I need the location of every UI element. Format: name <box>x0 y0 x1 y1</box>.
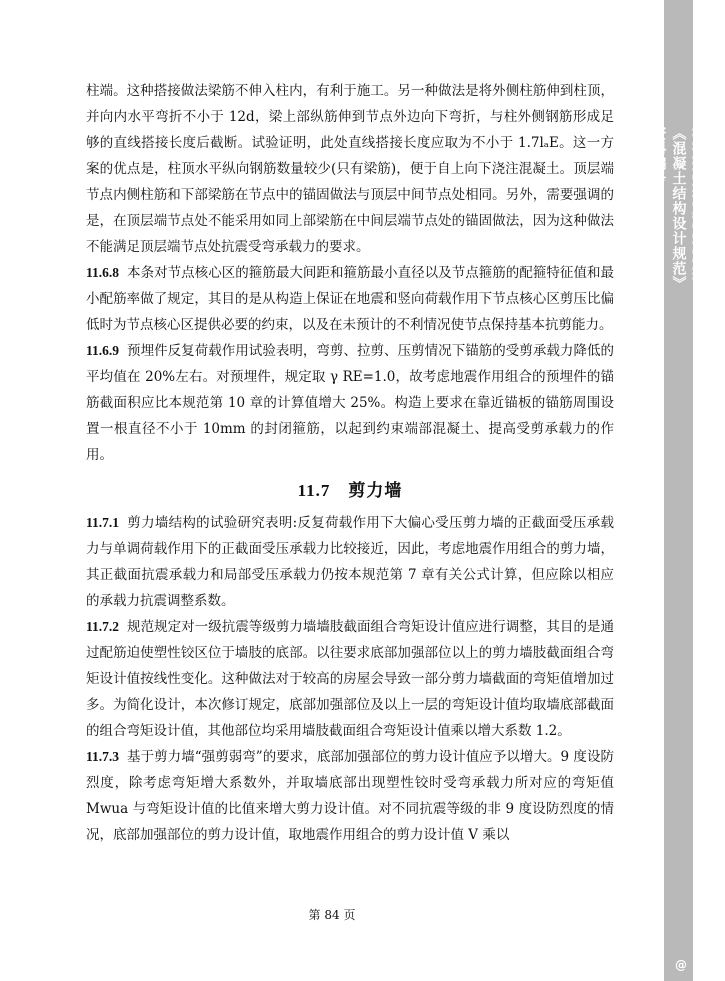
clause-11-6-8 <box>86 260 614 338</box>
section-number: 11.7 <box>297 481 331 500</box>
clause-text: 规范规定对一级抗震等级剪力墙墙肢截面组合弯矩设计值应进行调整，其目的是通过配筋迫使塑性铰区位于墙肢的底部。以往要求底部加强部位以上的剪力墙肢截面组合弯矩设计值按线性变化。这种做法对于较高的房屋会导致一部分剪力墙截面的弯矩值增加过多。为简化设计，本次修订规定，底部加强部位及以上一层的弯矩设计值均取墙底部截面的组合弯矩设计值，其他部位均采用墙肢截面组合弯矩设计值乘以增大系数 1.2。 <box>86 619 614 739</box>
clause-11-6-9 <box>86 338 614 468</box>
clause-number: 11.7.2 <box>86 619 120 634</box>
section-heading <box>86 478 614 504</box>
paragraph-intro: 柱端。这种搭接做法梁筋不伸入柱内，有利于施工。另一种做法是将外侧柱筋伸到柱顶，并向内水平弯折不小于 12d，梁上部纵筋伸到节点外边向下弯折，与柱外侧钢筋形成足够的直线搭接长度后截断。试验证明，此处直线搭接长度应取为不小于 1.7lₐE。这一方案的优点是，柱顶水平纵向钢筋数量较少(只有梁筋)，便于自上向下浇注混凝土。顶层端节点内侧柱筋和下部梁筋在节点中的锚固做法与顶层中间节点处相同。另外，需要强调的是，在顶层端节点处不能采用如同上部梁筋在中间层端节点处的锚固做法，因为这种做法不能满足顶层端节点处抗震受弯承载力的要求。 <box>86 83 614 255</box>
section-title: 剪力墙 <box>348 481 403 501</box>
side-banner-text <box>633 126 725 334</box>
clause-11-7-2 <box>86 614 614 744</box>
clause-number: 11.6.8 <box>86 265 120 280</box>
code-label: 资料编号： <box>650 126 667 201</box>
page-number: 第 84 页 <box>308 908 356 922</box>
site-url: www.sinoaec.com <box>688 126 705 283</box>
standard-code: GB 50010-2002 <box>632 126 649 260</box>
clause-number: 11.6.9 <box>86 343 120 358</box>
clause-text: 本条对节点核心区的箍筋最大间距和箍筋最小直径以及节点箍筋的配箍特征值和最小配筋率做了规定，其目的是从构造上保证在地震和竖向荷载作用下节点核心区剪压比偏低时为节点核心区提供必要的约束，以及在未预计的不利情况使节点保持基本抗剪能力。 <box>86 265 614 333</box>
clause-number: 11.7.3 <box>86 749 120 764</box>
clause-11-7-1 <box>86 510 614 614</box>
clause-11-7-3 <box>86 744 614 848</box>
clause-text: 预埋件反复荷载作用试验表明，弯剪、拉剪、压剪情况下锚筋的受剪承载力降低的平均值在 20%左右。对预埋件，规定取 γ RE=1.0，故考虑地震作用组合的预埋件的锚筋截面积应比本规范第 10 章的计算值增大 25%。构造上要求在靠近锚板的锚筋周围设置一根直径不小于 10mm 的封闭箍筋，以起到约束端部混凝土、提高受剪承载力的作用。 <box>86 343 614 463</box>
clause-number: 11.7.1 <box>86 515 120 530</box>
body-text <box>86 78 614 848</box>
copyright-icon: @ <box>675 958 687 972</box>
clause-text: 基于剪力墙“强剪弱弯”的要求，底部加强部位的剪力设计值应予以增大。9 度设防烈度，除考虑弯矩增大系数外，并取墙底部出现塑性铰时受弯承载力所对应的弯矩值 Mwua 与弯矩设计值的比值来增大剪力设计值。对不同抗震等级的非 9 度设防烈度的情况，底部加强部位的剪力设计值，取地震作用组合的剪力设计值 V 乘以 <box>86 749 614 843</box>
site-name: 筑 龙 网 <box>706 126 723 248</box>
book-title: 《混凝土结构设计规范》 <box>670 126 687 291</box>
clause-text: 剪力墙结构的试验研究表明:反复荷载作用下大偏心受压剪力墙的正截面受压承载力与单调荷载作用下的正截面受压承载力比较接近，因此，考虑地震作用组合的剪力墙，其正截面抗震承载力和局部受压承载力仍按本规范第 7 章有关公式计算，但应除以相应的承载力抗震调整系数。 <box>86 515 614 609</box>
side-banner <box>632 0 723 981</box>
